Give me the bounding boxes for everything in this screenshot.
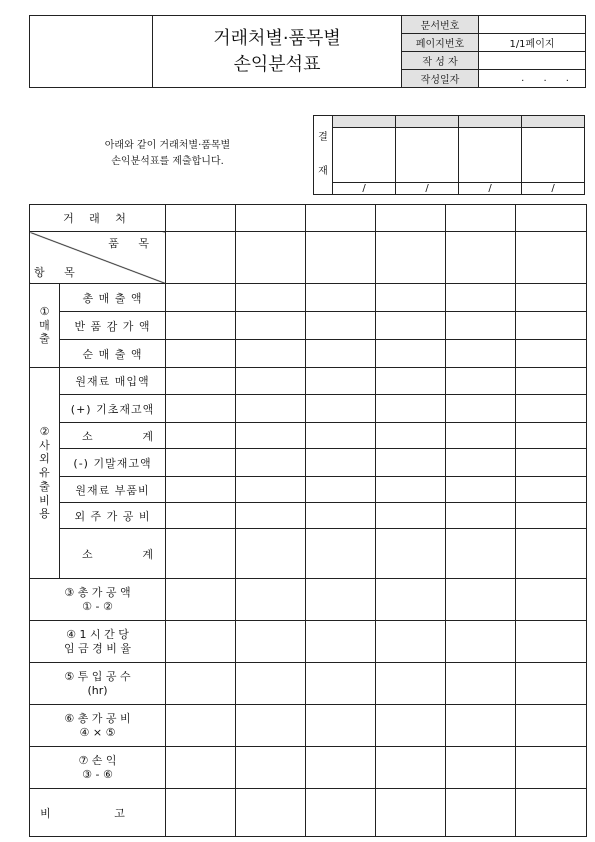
approval-sign-2[interactable] — [396, 128, 459, 183]
data-cell[interactable] — [376, 621, 446, 663]
doc-number-label: 문서번호 — [402, 16, 479, 34]
row-gross-sales — [30, 284, 587, 312]
data-cell[interactable] — [306, 449, 376, 477]
data-cell[interactable] — [376, 705, 446, 747]
author-label: 작 성 자 — [402, 52, 479, 70]
data-cell[interactable] — [446, 423, 516, 449]
returns-label: 반 품 감 가 액 — [60, 312, 166, 340]
data-cell[interactable] — [516, 395, 587, 423]
data-cell[interactable] — [516, 705, 587, 747]
data-cell[interactable] — [446, 789, 516, 837]
data-cell[interactable] — [446, 449, 516, 477]
approval-head-2 — [396, 116, 459, 128]
data-cell[interactable] — [166, 477, 236, 503]
data-cell[interactable] — [376, 284, 446, 312]
data-cell[interactable] — [376, 663, 446, 705]
data-cell[interactable] — [166, 312, 236, 340]
data-cell[interactable] — [306, 423, 376, 449]
data-cell[interactable] — [236, 368, 306, 395]
author-value[interactable] — [479, 52, 586, 70]
data-cell[interactable] — [306, 395, 376, 423]
data-cell[interactable] — [166, 340, 236, 368]
external-cost-category: ② 사 외 유 출 비 용 — [30, 368, 60, 579]
data-cell[interactable] — [376, 477, 446, 503]
data-cell[interactable] — [166, 663, 236, 705]
data-cell[interactable] — [166, 368, 236, 395]
intro-text — [40, 138, 295, 170]
data-cell[interactable] — [516, 423, 587, 449]
net-sales-label: 순 매 출 액 — [60, 340, 166, 368]
data-cell[interactable] — [236, 663, 306, 705]
data-cell[interactable] — [376, 789, 446, 837]
data-cell[interactable] — [446, 621, 516, 663]
data-cell[interactable] — [306, 621, 376, 663]
sales-category: ① 매 출 — [30, 284, 60, 368]
row-opening-stock — [30, 395, 587, 423]
data-cell[interactable] — [166, 205, 236, 232]
data-cell[interactable] — [376, 232, 446, 284]
data-cell[interactable] — [236, 232, 306, 284]
data-cell[interactable] — [236, 449, 306, 477]
approval-head-3 — [459, 116, 522, 128]
man-hours-label: ⑤ 투 입 공 수 (hr) — [30, 663, 166, 705]
row-outsourcing — [30, 503, 587, 529]
data-cell[interactable] — [166, 232, 236, 284]
data-cell[interactable] — [306, 503, 376, 529]
data-cell[interactable] — [516, 449, 587, 477]
data-cell[interactable] — [516, 312, 587, 340]
closing-stock-label: (-) 기말재고액 — [60, 449, 166, 477]
data-cell[interactable] — [376, 449, 446, 477]
approval-date-1[interactable]: / — [333, 183, 396, 195]
data-cell[interactable] — [236, 747, 306, 789]
data-cell[interactable] — [236, 477, 306, 503]
data-cell[interactable] — [236, 284, 306, 312]
subtotal-2-label: 소 계 — [60, 529, 166, 579]
data-cell[interactable] — [446, 747, 516, 789]
data-cell[interactable] — [306, 705, 376, 747]
processing-cost-label: ⑥ 총 가 공 비 ④ × ⑤ — [30, 705, 166, 747]
row-profit-loss — [30, 747, 587, 789]
data-cell[interactable] — [516, 747, 587, 789]
data-cell[interactable] — [446, 477, 516, 503]
data-cell[interactable] — [166, 529, 236, 579]
data-cell[interactable] — [376, 529, 446, 579]
document-header — [29, 15, 586, 88]
opening-stock-label: (+) 기초재고액 — [60, 395, 166, 423]
data-cell[interactable] — [306, 579, 376, 621]
header-blank-cell — [30, 16, 153, 88]
row-net-sales — [30, 340, 587, 368]
data-cell[interactable] — [306, 663, 376, 705]
data-cell[interactable] — [376, 368, 446, 395]
data-cell[interactable] — [516, 368, 587, 395]
data-cell[interactable] — [376, 312, 446, 340]
data-cell[interactable] — [446, 529, 516, 579]
data-cell[interactable] — [446, 395, 516, 423]
data-cell[interactable] — [236, 423, 306, 449]
data-cell[interactable] — [516, 621, 587, 663]
data-cell[interactable] — [166, 395, 236, 423]
data-cell[interactable] — [306, 232, 376, 284]
data-cell[interactable] — [306, 789, 376, 837]
document-title — [153, 16, 402, 88]
data-cell[interactable] — [376, 747, 446, 789]
item-diagonal-header: 품 목 항 목 — [30, 232, 166, 284]
hourly-wage-label: ④ 1 시 간 당 임 금 경 비 율 — [30, 621, 166, 663]
profit-loss-label: ⑦ 손 익 ③ - ⑥ — [30, 747, 166, 789]
row-material-parts — [30, 477, 587, 503]
data-cell[interactable] — [446, 340, 516, 368]
approval-head-4 — [522, 116, 585, 128]
data-cell[interactable] — [376, 423, 446, 449]
data-cell[interactable] — [446, 705, 516, 747]
data-cell[interactable] — [166, 789, 236, 837]
remarks-label: 비 고 — [30, 789, 166, 837]
row-closing-stock — [30, 449, 587, 477]
approval-date-2[interactable]: / — [396, 183, 459, 195]
approval-date-4[interactable]: / — [522, 183, 585, 195]
row-subtotal-1 — [30, 423, 587, 449]
row-item-header — [30, 232, 587, 284]
total-processing-label: ③ 총 가 공 액 ① - ② — [30, 579, 166, 621]
row-material-purchase — [30, 368, 587, 395]
row-total-processing — [30, 579, 587, 621]
approval-sign-1[interactable] — [333, 128, 396, 183]
date-label: 작성일자 — [402, 70, 479, 88]
data-cell[interactable] — [516, 579, 587, 621]
data-cell[interactable] — [166, 449, 236, 477]
row-returns — [30, 312, 587, 340]
data-cell[interactable] — [306, 284, 376, 312]
data-cell[interactable] — [166, 621, 236, 663]
data-cell[interactable] — [516, 232, 587, 284]
approval-label: 결 재 — [314, 116, 333, 195]
subtotal-1-label: 소 계 — [60, 423, 166, 449]
approval-sign-3[interactable] — [459, 128, 522, 183]
data-cell[interactable] — [446, 232, 516, 284]
data-cell[interactable] — [446, 663, 516, 705]
row-hourly-wage — [30, 621, 587, 663]
data-cell[interactable] — [376, 340, 446, 368]
row-processing-cost — [30, 705, 587, 747]
data-cell[interactable] — [446, 205, 516, 232]
data-cell[interactable] — [236, 789, 306, 837]
data-cell[interactable] — [236, 340, 306, 368]
data-cell[interactable] — [166, 423, 236, 449]
title-line-1: 거래처별·품목별 — [213, 28, 341, 50]
data-cell[interactable] — [236, 705, 306, 747]
row-man-hours — [30, 663, 587, 705]
row-subtotal-2 — [30, 529, 587, 579]
material-purchase-label: 원재료 매입액 — [60, 368, 166, 395]
data-cell[interactable] — [166, 705, 236, 747]
data-cell[interactable] — [306, 368, 376, 395]
data-cell[interactable] — [166, 579, 236, 621]
row-client — [30, 205, 587, 232]
approval-head-1 — [333, 116, 396, 128]
data-cell[interactable] — [516, 205, 587, 232]
title-line-2: 손익분석표 — [233, 53, 321, 75]
data-cell[interactable] — [236, 579, 306, 621]
data-cell[interactable] — [236, 395, 306, 423]
row-remarks — [30, 789, 587, 837]
data-cell[interactable] — [306, 529, 376, 579]
data-cell[interactable] — [236, 529, 306, 579]
intro-line-1: 아래와 같이 거래처별·품목별 — [104, 140, 231, 151]
data-cell[interactable] — [516, 284, 587, 312]
data-cell[interactable] — [166, 284, 236, 312]
data-cell[interactable] — [516, 340, 587, 368]
data-cell[interactable] — [446, 368, 516, 395]
approval-box — [313, 115, 585, 195]
data-cell[interactable] — [446, 579, 516, 621]
data-cell[interactable] — [236, 205, 306, 232]
data-cell[interactable] — [376, 579, 446, 621]
approval-sign-4[interactable] — [522, 128, 585, 183]
doc-number-value[interactable] — [479, 16, 586, 34]
outsourcing-label: 외 주 가 공 비 — [60, 503, 166, 529]
data-cell[interactable] — [446, 312, 516, 340]
data-cell[interactable] — [516, 789, 587, 837]
data-cell[interactable] — [376, 395, 446, 423]
data-cell[interactable] — [516, 663, 587, 705]
data-cell[interactable] — [306, 312, 376, 340]
data-cell[interactable] — [306, 340, 376, 368]
data-cell[interactable] — [446, 503, 516, 529]
data-cell[interactable] — [166, 747, 236, 789]
approval-date-3[interactable]: / — [459, 183, 522, 195]
data-cell[interactable] — [446, 284, 516, 312]
client-header: 거 래 처 — [30, 205, 166, 232]
data-cell[interactable] — [376, 205, 446, 232]
intro-line-2: 손익분석표를 제출합니다. — [111, 156, 224, 167]
gross-sales-label: 총 매 출 액 — [60, 284, 166, 312]
data-cell[interactable] — [306, 205, 376, 232]
data-cell[interactable] — [306, 747, 376, 789]
data-cell[interactable] — [516, 477, 587, 503]
data-cell[interactable] — [236, 312, 306, 340]
page-number-value: 1/1페이지 — [479, 34, 586, 52]
data-cell[interactable] — [306, 477, 376, 503]
data-cell[interactable] — [236, 503, 306, 529]
page-number-label: 페이지번호 — [402, 34, 479, 52]
material-parts-label: 원재료 부품비 — [60, 477, 166, 503]
data-cell[interactable] — [516, 529, 587, 579]
data-cell[interactable] — [236, 621, 306, 663]
data-cell[interactable] — [166, 503, 236, 529]
data-cell[interactable] — [516, 503, 587, 529]
date-value[interactable]: . . . — [479, 70, 586, 88]
profit-analysis-table — [29, 204, 587, 837]
data-cell[interactable] — [376, 503, 446, 529]
